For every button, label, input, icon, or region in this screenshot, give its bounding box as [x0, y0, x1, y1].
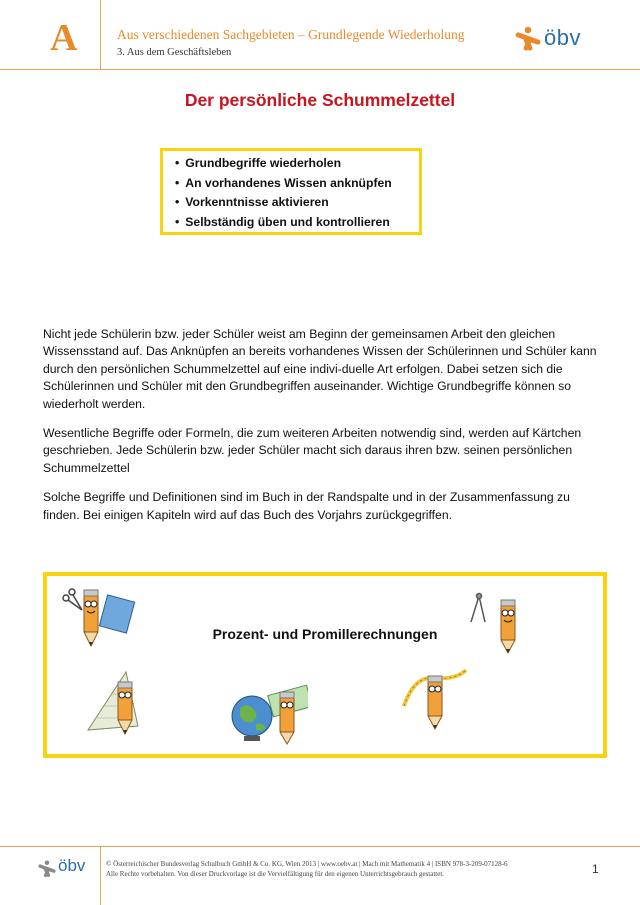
goal-item: • Selbständig üben und kontrollieren	[175, 213, 419, 233]
pencil-with-set-square-icon	[86, 668, 150, 738]
body-text	[43, 326, 603, 536]
goal-item: • Vorkenntnisse aktivieren	[175, 193, 419, 213]
pencil-with-compass-icon	[465, 592, 535, 656]
footer-rule	[0, 846, 640, 847]
header-divider	[100, 0, 101, 69]
header-rule	[0, 69, 640, 70]
logo-wordmark: öbv	[544, 25, 581, 50]
pencil-with-card-icon	[58, 586, 138, 652]
paragraph: Nicht jede Schülerin bzw. jeder Schüler weist am Beginn der gemeinsamen Arbeit den gleichen Wissensstand auf. Das Anknüpfen an bereits vorhandenes Wissen der Schülerinnen und Schüler kann durch den persönlichen Schummelzettel auf eine indivi-duelle Art erfolgen. Dabei setzen sich die Schülerinnen und Schüler mit den Grundbegriffen auseinander. Wichtige Grundbegriffe können so wiederholt werden.	[43, 327, 597, 411]
pencil-with-measuring-tape-icon	[398, 666, 474, 732]
goals-box	[160, 148, 422, 235]
obv-logo-icon	[515, 26, 541, 52]
footer-divider	[100, 846, 101, 905]
footer-line: Alle Rechte vorbehalten. Von dieser Druckvorlage ist die Vervielfältigung für den eigenen Unterrichtsgebrauch gestattet.	[106, 870, 445, 878]
goal-item: • Grundbegriffe wiederholen	[175, 154, 419, 174]
header-subtitle: 3. Aus dem Geschäftsleben	[117, 47, 232, 58]
page-header	[0, 0, 640, 70]
header-title: Aus verschiedenen Sachgebieten – Grundlegende Wiederholung	[117, 27, 465, 42]
paragraph: Wesentliche Begriffe oder Formeln, die zum weiteren Arbeiten notwendig sind, werden auf Kärtchen geschrieben. Jede Schülerin bzw. jeder Schüler macht sich daraus ihren bzw. seinen persönlichen Schummelzettel	[43, 426, 582, 475]
footer-copyright	[106, 859, 586, 879]
pencil-with-globe-icon	[228, 680, 308, 746]
footer-logo-wordmark: öbv	[58, 856, 86, 875]
obv-footer-logo-icon	[38, 860, 56, 878]
section-letter: A	[50, 17, 78, 59]
page-title: Der persönliche Schummelzettel	[184, 90, 456, 110]
footer-line: © Österreichischer Bundesverlag Schulbuch GmbH & Co. KG, Wien 2013 | www.oebv.at | Mach mit Mathematik 4 | ISBN 978-3-209-07128-6	[106, 860, 508, 868]
frame-title: Prozent- und Promillerechnungen	[212, 626, 438, 642]
page-number: 1	[592, 862, 599, 876]
goal-item: • An vorhandenes Wissen anknüpfen	[175, 174, 419, 194]
paragraph: Solche Begriffe und Definitionen sind im Buch in der Randspalte und in der Zusammenfassung zu finden. Bei einigen Kapiteln wird auf das Buch des Vorjahrs zurückgegriffen.	[43, 490, 570, 522]
